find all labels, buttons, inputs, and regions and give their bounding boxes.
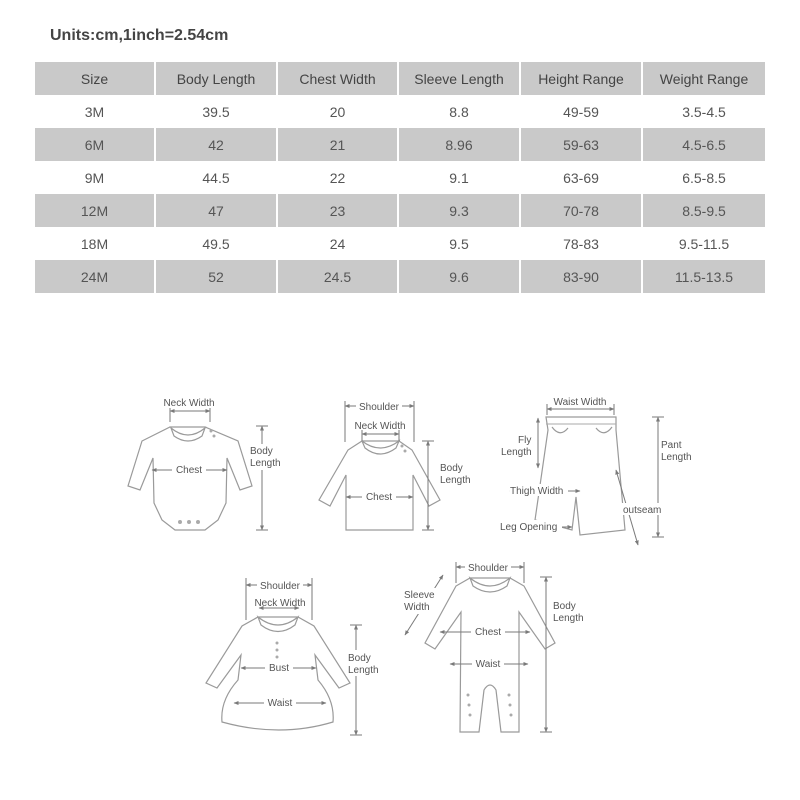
units-note: Units:cm,1inch=2.54cm — [50, 27, 229, 44]
cell-chest-width: 24 — [278, 227, 399, 260]
bodysuit-diagram — [128, 398, 284, 530]
cell-height-range: 83-90 — [521, 260, 643, 293]
pants-pant-length-label-1: Pant — [661, 440, 682, 451]
bodysuit-outline — [128, 427, 252, 530]
cell-chest-width: 24.5 — [278, 260, 399, 293]
cell-body-length: 44.5 — [156, 161, 278, 194]
tshirt-neck-width-label: Neck Width — [354, 421, 406, 432]
header-weight-range: Weight Range — [643, 62, 765, 95]
tshirt-chest-label: Chest — [365, 492, 393, 503]
romper-diagram — [402, 561, 590, 732]
cell-size: 9M — [35, 161, 156, 194]
pants-fly-length-label-1: Fly — [518, 435, 532, 446]
romper-sleeve-width-label-2: Width — [404, 602, 430, 613]
header-sleeve-length: Sleeve Length — [399, 62, 521, 95]
pants-fly-length-label-2: Length — [501, 447, 532, 458]
cell-body-length: 47 — [156, 194, 278, 227]
cell-chest-width: 23 — [278, 194, 399, 227]
header-height-range: Height Range — [521, 62, 643, 95]
cell-weight-range: 4.5-6.5 — [643, 128, 765, 161]
dress-shoulder-label: Shoulder — [259, 581, 301, 592]
cell-size: 24M — [35, 260, 156, 293]
romper-body-length-label-2: Length — [553, 613, 584, 624]
dress-waist-label: Waist — [267, 698, 293, 709]
cell-sleeve-length: 8.8 — [399, 95, 521, 128]
dress-neck-width-label: Neck Width — [254, 598, 306, 609]
cell-height-range: 70-78 — [521, 194, 643, 227]
romper-outline — [425, 578, 555, 732]
cell-height-range: 63-69 — [521, 161, 643, 194]
pants-thigh-width-label: Thigh Width — [510, 486, 564, 497]
header-body-length: Body Length — [156, 62, 278, 95]
cell-size: 6M — [35, 128, 156, 161]
dress-diagram — [206, 578, 384, 735]
cell-height-range: 59-63 — [521, 128, 643, 161]
cell-body-length: 42 — [156, 128, 278, 161]
tshirt-diagram — [319, 400, 478, 530]
cell-height-range: 49-59 — [521, 95, 643, 128]
cell-sleeve-length: 9.1 — [399, 161, 521, 194]
tshirt-body-length-label-2: Length — [440, 475, 471, 486]
cell-size: 18M — [35, 227, 156, 260]
dress-bust-label: Bust — [268, 663, 290, 674]
pants-waist-width-label: Waist Width — [553, 397, 607, 408]
header-size: Size — [35, 62, 156, 95]
cell-body-length: 52 — [156, 260, 278, 293]
cell-body-length: 39.5 — [156, 95, 278, 128]
pants-outseam-label: outseam — [623, 505, 662, 516]
cell-sleeve-length: 9.5 — [399, 227, 521, 260]
cell-chest-width: 22 — [278, 161, 399, 194]
pants-outline — [535, 417, 625, 535]
tshirt-shoulder-label: Shoulder — [358, 402, 400, 413]
romper-shoulder-label: Shoulder — [467, 563, 509, 574]
cell-chest-width: 20 — [278, 95, 399, 128]
dress-body-length-label-2: Length — [348, 665, 379, 676]
bodysuit-body-length-label-1: Body — [250, 446, 273, 457]
cell-body-length: 49.5 — [156, 227, 278, 260]
dress-body-length-label-1: Body — [348, 653, 371, 664]
romper-body-length-label-1: Body — [553, 601, 576, 612]
cell-height-range: 78-83 — [521, 227, 643, 260]
cell-size: 3M — [35, 95, 156, 128]
cell-weight-range: 9.5-11.5 — [643, 227, 765, 260]
cell-weight-range: 11.5-13.5 — [643, 260, 765, 293]
cell-sleeve-length: 9.6 — [399, 260, 521, 293]
header-chest-width: Chest Width — [278, 62, 399, 95]
pants-diagram — [500, 397, 693, 545]
bodysuit-body-length-label-2: Length — [250, 458, 281, 469]
romper-sleeve-width-label-1: Sleeve — [404, 590, 435, 601]
cell-size: 12M — [35, 194, 156, 227]
pants-pant-length-label-2: Length — [661, 452, 692, 463]
cell-weight-range: 8.5-9.5 — [643, 194, 765, 227]
cell-chest-width: 21 — [278, 128, 399, 161]
pants-leg-opening-label: Leg Opening — [500, 522, 558, 533]
romper-chest-label: Chest — [474, 627, 502, 638]
romper-waist-label: Waist — [475, 659, 501, 670]
cell-weight-range: 6.5-8.5 — [643, 161, 765, 194]
tshirt-body-length-label-1: Body — [440, 463, 463, 474]
cell-sleeve-length: 9.3 — [399, 194, 521, 227]
cell-sleeve-length: 8.96 — [399, 128, 521, 161]
bodysuit-neck-width-label: Neck Width — [163, 398, 215, 409]
cell-weight-range: 3.5-4.5 — [643, 95, 765, 128]
bodysuit-chest-label: Chest — [175, 465, 203, 476]
